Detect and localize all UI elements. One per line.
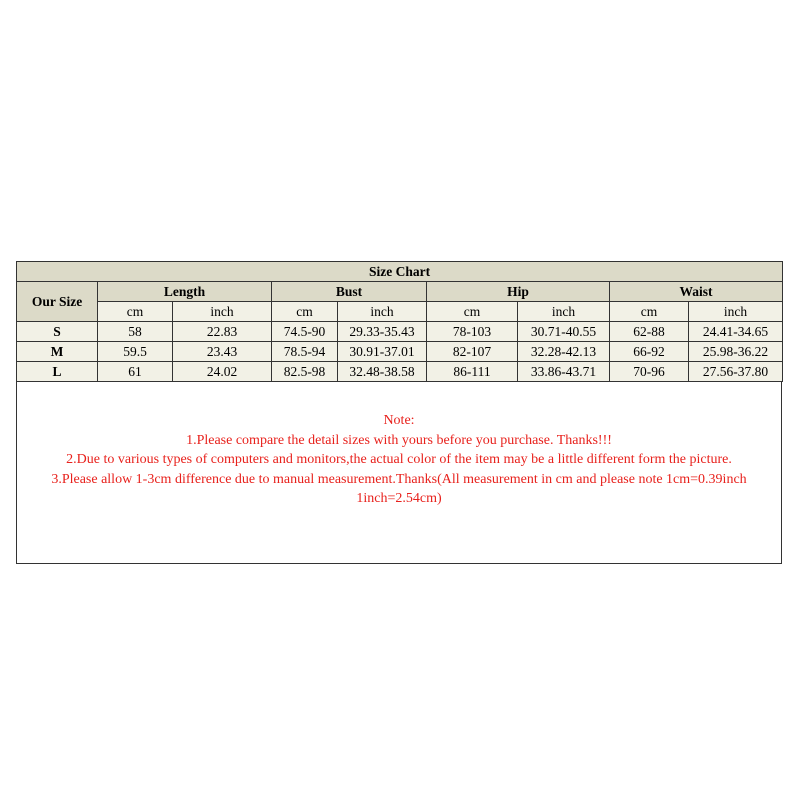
table-row (17, 362, 783, 382)
table-row (17, 342, 783, 362)
size-table (16, 261, 783, 382)
waist-inch-value: 27.56-37.80 (689, 362, 783, 382)
note-line-3: 3.Please allow 1-3cm difference due to manual measurement.Thanks(All measurement in cm and please note 1cm=0.39inch 1inch=2.54cm) (51, 471, 747, 506)
notes-box (16, 382, 782, 564)
bust-inch-header: inch (338, 302, 427, 322)
hip-cm-value: 86-111 (427, 362, 518, 382)
length-inch-value: 24.02 (173, 362, 272, 382)
size-chart-title: Size Chart (17, 262, 783, 282)
bust-cm-value: 74.5-90 (272, 322, 338, 342)
waist-cm-value: 62-88 (610, 322, 689, 342)
size-chart (16, 261, 782, 564)
hip-cm-header: cm (427, 302, 518, 322)
waist-cm-value: 70-96 (610, 362, 689, 382)
length-cm-header: cm (98, 302, 173, 322)
length-header: Length (98, 282, 272, 302)
waist-inch-value: 24.41-34.65 (689, 322, 783, 342)
size-label: L (17, 362, 98, 382)
waist-inch-header: inch (689, 302, 783, 322)
bust-cm-header: cm (272, 302, 338, 322)
hip-inch-value: 30.71-40.55 (518, 322, 610, 342)
bust-cm-value: 78.5-94 (272, 342, 338, 362)
length-inch-value: 23.43 (173, 342, 272, 362)
length-inch-value: 22.83 (173, 322, 272, 342)
length-cm-value: 58 (98, 322, 173, 342)
table-row (17, 322, 783, 342)
note-heading: Note: (383, 413, 415, 428)
length-inch-header: inch (173, 302, 272, 322)
length-cm-value: 61 (98, 362, 173, 382)
waist-cm-header: cm (610, 302, 689, 322)
bust-inch-value: 29.33-35.43 (338, 322, 427, 342)
bust-cm-value: 82.5-98 (272, 362, 338, 382)
waist-inch-value: 25.98-36.22 (689, 342, 783, 362)
hip-cm-value: 78-103 (427, 322, 518, 342)
our-size-header: Our Size (17, 282, 98, 322)
size-label: M (17, 342, 98, 362)
waist-cm-value: 66-92 (610, 342, 689, 362)
hip-inch-value: 33.86-43.71 (518, 362, 610, 382)
bust-inch-value: 30.91-37.01 (338, 342, 427, 362)
size-label: S (17, 322, 98, 342)
length-cm-value: 59.5 (98, 342, 173, 362)
bust-header: Bust (272, 282, 427, 302)
hip-inch-header: inch (518, 302, 610, 322)
hip-header: Hip (427, 282, 610, 302)
bust-inch-value: 32.48-38.58 (338, 362, 427, 382)
hip-inch-value: 32.28-42.13 (518, 342, 610, 362)
note-line-1: 1.Please compare the detail sizes with yours before you purchase. Thanks!!! (186, 432, 612, 448)
waist-header: Waist (610, 282, 783, 302)
hip-cm-value: 82-107 (427, 342, 518, 362)
note-line-2: 2.Due to various types of computers and monitors,the actual color of the item may be a little different form the picture. (66, 452, 732, 467)
